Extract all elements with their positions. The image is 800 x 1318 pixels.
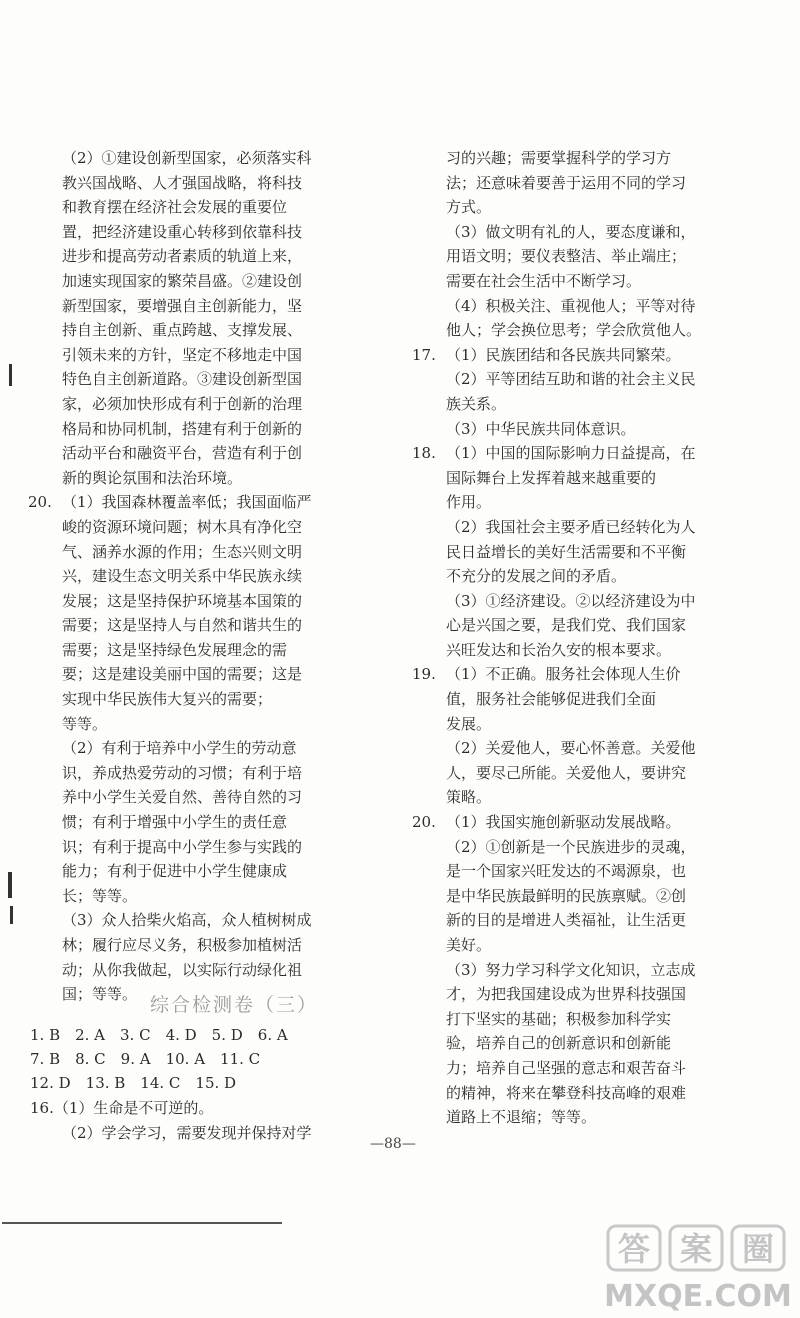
- answer-line: 是一个国家兴旺发达的不竭源泉，也: [446, 862, 687, 881]
- q19-part2-answer: [28, 146, 378, 490]
- answer-line: 格局和协同机制，搭建有利于创新的: [62, 419, 303, 438]
- answer-line: 置，把经济建设重心转移到依靠科技: [62, 222, 303, 241]
- q16-line-2: （2）学会学习，需要发现并保持对学: [62, 1124, 312, 1142]
- answer-line: 教兴国战略、人才强国战略，将科技: [62, 173, 303, 192]
- q18-number: 18.: [412, 444, 436, 463]
- answer-line: 加速实现国家的繁荣昌盛。②建设创: [62, 271, 303, 290]
- right-column: [412, 146, 782, 1130]
- answer-line: 和教育摆在经济社会发展的重要位: [62, 198, 288, 217]
- answer-line: （3）努力学习科学文化知识，立志成: [446, 960, 696, 979]
- answer-line: 力；培养自己坚强的意志和艰苦奋斗: [446, 1058, 687, 1077]
- answer-line: 需要在社会生活中不断学习。: [446, 271, 642, 290]
- answer-line: 新型国家，要增强自主创新能力，坚: [62, 296, 303, 315]
- answer-line: （2）平等团结互助和谐的社会主义民: [446, 370, 696, 389]
- answer-line: （3）做文明有礼的人，要态度谦和，: [446, 222, 696, 241]
- section-title: 综合检测卷（三）: [150, 994, 319, 1016]
- watermark-domain: MXQE.COM: [604, 1279, 792, 1314]
- answer-line: 兴旺发达和长治久安的根本要求。: [446, 640, 672, 659]
- answer-line: （3）①经济建设。②以经济建设为中: [446, 591, 696, 610]
- scan-mark: [8, 872, 12, 898]
- watermark-char-3: 圈: [741, 1230, 775, 1268]
- answer-line: 不充分的发展之间的矛盾。: [446, 567, 627, 586]
- answer-line: 活动平台和融资平台，营造有利于创: [62, 444, 303, 463]
- answer-line: 能力；有利于促进中小学生健康成: [62, 862, 288, 881]
- q20-number: 20.: [28, 493, 52, 512]
- answer-line: 新的舆论氛围和法治环境。: [62, 468, 243, 487]
- answer-line: 道路上不退缩；等等。: [446, 1108, 597, 1127]
- watermark-logo: [604, 1222, 792, 1314]
- answer-line: （1）我国实施创新驱动发展战略。: [446, 813, 681, 832]
- answer-line: 新的目的是增进人类福祉，让生活更: [446, 911, 687, 930]
- answer-line: 长；等等。: [62, 886, 138, 905]
- answer-line: 实现中华民族伟大复兴的需要；: [62, 690, 273, 709]
- answer-line: 要；这是建设美丽中国的需要；这是: [62, 665, 303, 684]
- answer-line: （2）关爱他人，要心怀善意。关爱他: [446, 739, 696, 758]
- q16-number: 16.: [30, 1099, 54, 1117]
- answer-line: 验，培养自己的创新意识和创新能: [446, 1034, 672, 1053]
- answer-line: 作用。: [446, 493, 492, 512]
- answer-line: 持自主创新、重点跨越、支撑发展、: [62, 321, 303, 340]
- answer-line: 习的兴趣；需要掌握科学的学习方: [446, 149, 672, 167]
- answer-line: 等等。: [62, 714, 108, 733]
- answer-line: 美好。: [446, 936, 492, 954]
- bottom-rule: [2, 1222, 282, 1224]
- answer-line: 打下坚实的基础；积极参加科学实: [446, 1009, 672, 1028]
- answer-line: 法；还意味着要善于运用不同的学习: [446, 173, 687, 192]
- answer-line: 进步和提高劳动者素质的轨道上来，: [62, 247, 303, 266]
- scan-mark: [9, 364, 12, 386]
- answer-line: 家，必须加快形成有利于创新的治理: [62, 394, 303, 413]
- answer-line: 识，养成热爱劳动的习惯；有利于培: [62, 763, 303, 782]
- watermark-char-2: 案: [679, 1230, 713, 1268]
- answer-line: 动；从你我做起，以实际行动绿化祖: [62, 960, 303, 979]
- answer-line: （2）我国社会主要矛盾已经转化为人: [446, 517, 696, 536]
- answer-line: （1）民族团结和各民族共同繁荣。: [446, 345, 681, 364]
- mcq-line-1: 1. B 2. A 3. C 4. D 5. D 6. A: [30, 1026, 288, 1044]
- answer-line: 需要；这是坚持绿色发展理念的需: [62, 640, 288, 659]
- q18-answer: [412, 441, 782, 662]
- q20-answer: [28, 490, 378, 1006]
- q17-number: 17.: [412, 345, 436, 364]
- mcq-line-2: 7. B 8. C 9. A 10. A 11. C: [30, 1050, 261, 1068]
- answer-line: 心是兴国之要，是我们党、我们国家: [446, 616, 687, 635]
- mcq-line-3: 12. D 13. B 14. C 15. D: [30, 1074, 237, 1092]
- answer-line: 峻的资源环境问题；树木具有净化空: [62, 517, 303, 536]
- answer-line: （3）众人拾柴火焰高，众人植树树成: [62, 911, 312, 930]
- answer-line: 惯；有利于增强中小学生的责任意: [62, 813, 288, 832]
- answer-line: 国；等等。: [62, 985, 138, 1004]
- answer-line: 需要；这是坚持人与自然和谐共生的: [62, 616, 303, 635]
- answer-line: （1）中国的国际影响力日益提高，在: [446, 444, 696, 463]
- answer-line: （4）积极关注、重视他人；平等对待: [446, 296, 696, 315]
- q16-part1: （1）生命是不可逆的。: [53, 1099, 214, 1117]
- answer-line: 民日益增长的美好生活需要和不平衡: [446, 542, 687, 561]
- answer-line: 用语文明；要仪表整洁、举止端庄；: [446, 247, 687, 266]
- answer-line: 发展；这是坚持保护环境基本国策的: [62, 591, 303, 610]
- answer-line: 的精神，将来在攀登科技高峰的艰难: [446, 1083, 687, 1102]
- answer-line: 人，要尽己所能。关爱他人，要讲究: [446, 763, 687, 782]
- q17-answer: [412, 343, 782, 441]
- answer-line: （2）①建设创新型国家，必须落实科: [62, 149, 312, 167]
- watermark-char-1: 答: [617, 1230, 651, 1268]
- q19-number: 19.: [412, 665, 436, 684]
- answer-line: （3）中华民族共同体意识。: [446, 419, 636, 438]
- answer-line: 发展。: [446, 714, 492, 733]
- answer-line: 值，服务社会能够促进我们全面: [446, 690, 657, 709]
- answer-line: 养中小学生关爱自然、善待自然的习: [62, 788, 303, 807]
- answer-line: 气、涵养水源的作用；生态兴则文明: [62, 542, 303, 561]
- answer-line: 林；履行应尽义务，积极参加植树活: [62, 936, 303, 954]
- answer-line: 族关系。: [446, 394, 507, 413]
- q19-answer: [412, 662, 782, 810]
- left-column: [28, 146, 378, 1007]
- answer-line: 识；有利于提高中小学生参与实践的: [62, 837, 303, 856]
- answer-line: 国际舞台上发挥着越来越重要的: [446, 468, 657, 487]
- scan-mark: [10, 906, 13, 924]
- answer-line: 兴，建设生态文明关系中华民族永续: [62, 567, 303, 586]
- answer-line: 是中华民族最鲜明的民族禀赋。②创: [446, 886, 687, 905]
- answer-line: （1）不正确。服务社会体现人生价: [446, 665, 681, 684]
- answer-line: 他人；学会换位思考；学会欣赏他人。: [446, 321, 702, 340]
- answer-line: 特色自主创新道路。③建设创新型国: [62, 370, 303, 389]
- q20-right-number: 20.: [412, 813, 436, 832]
- answer-line: 策略。: [446, 788, 492, 807]
- answer-line: （1）我国森林覆盖率低；我国面临严: [62, 493, 312, 512]
- answer-line: （2）有利于培养中小学生的劳动意: [62, 739, 297, 758]
- answer-line: 引领未来的方针，坚定不移地走中国: [62, 345, 303, 364]
- q16-line-1: [30, 1097, 213, 1118]
- q20-right-answer: [412, 810, 782, 1130]
- page-number: —88—: [370, 1136, 416, 1152]
- answer-line: 方式。: [446, 198, 492, 217]
- answer-line: （2）①创新是一个民族进步的灵魂，: [446, 837, 696, 856]
- answer-line: 才，为把我国建设成为世界科技强国: [446, 985, 687, 1004]
